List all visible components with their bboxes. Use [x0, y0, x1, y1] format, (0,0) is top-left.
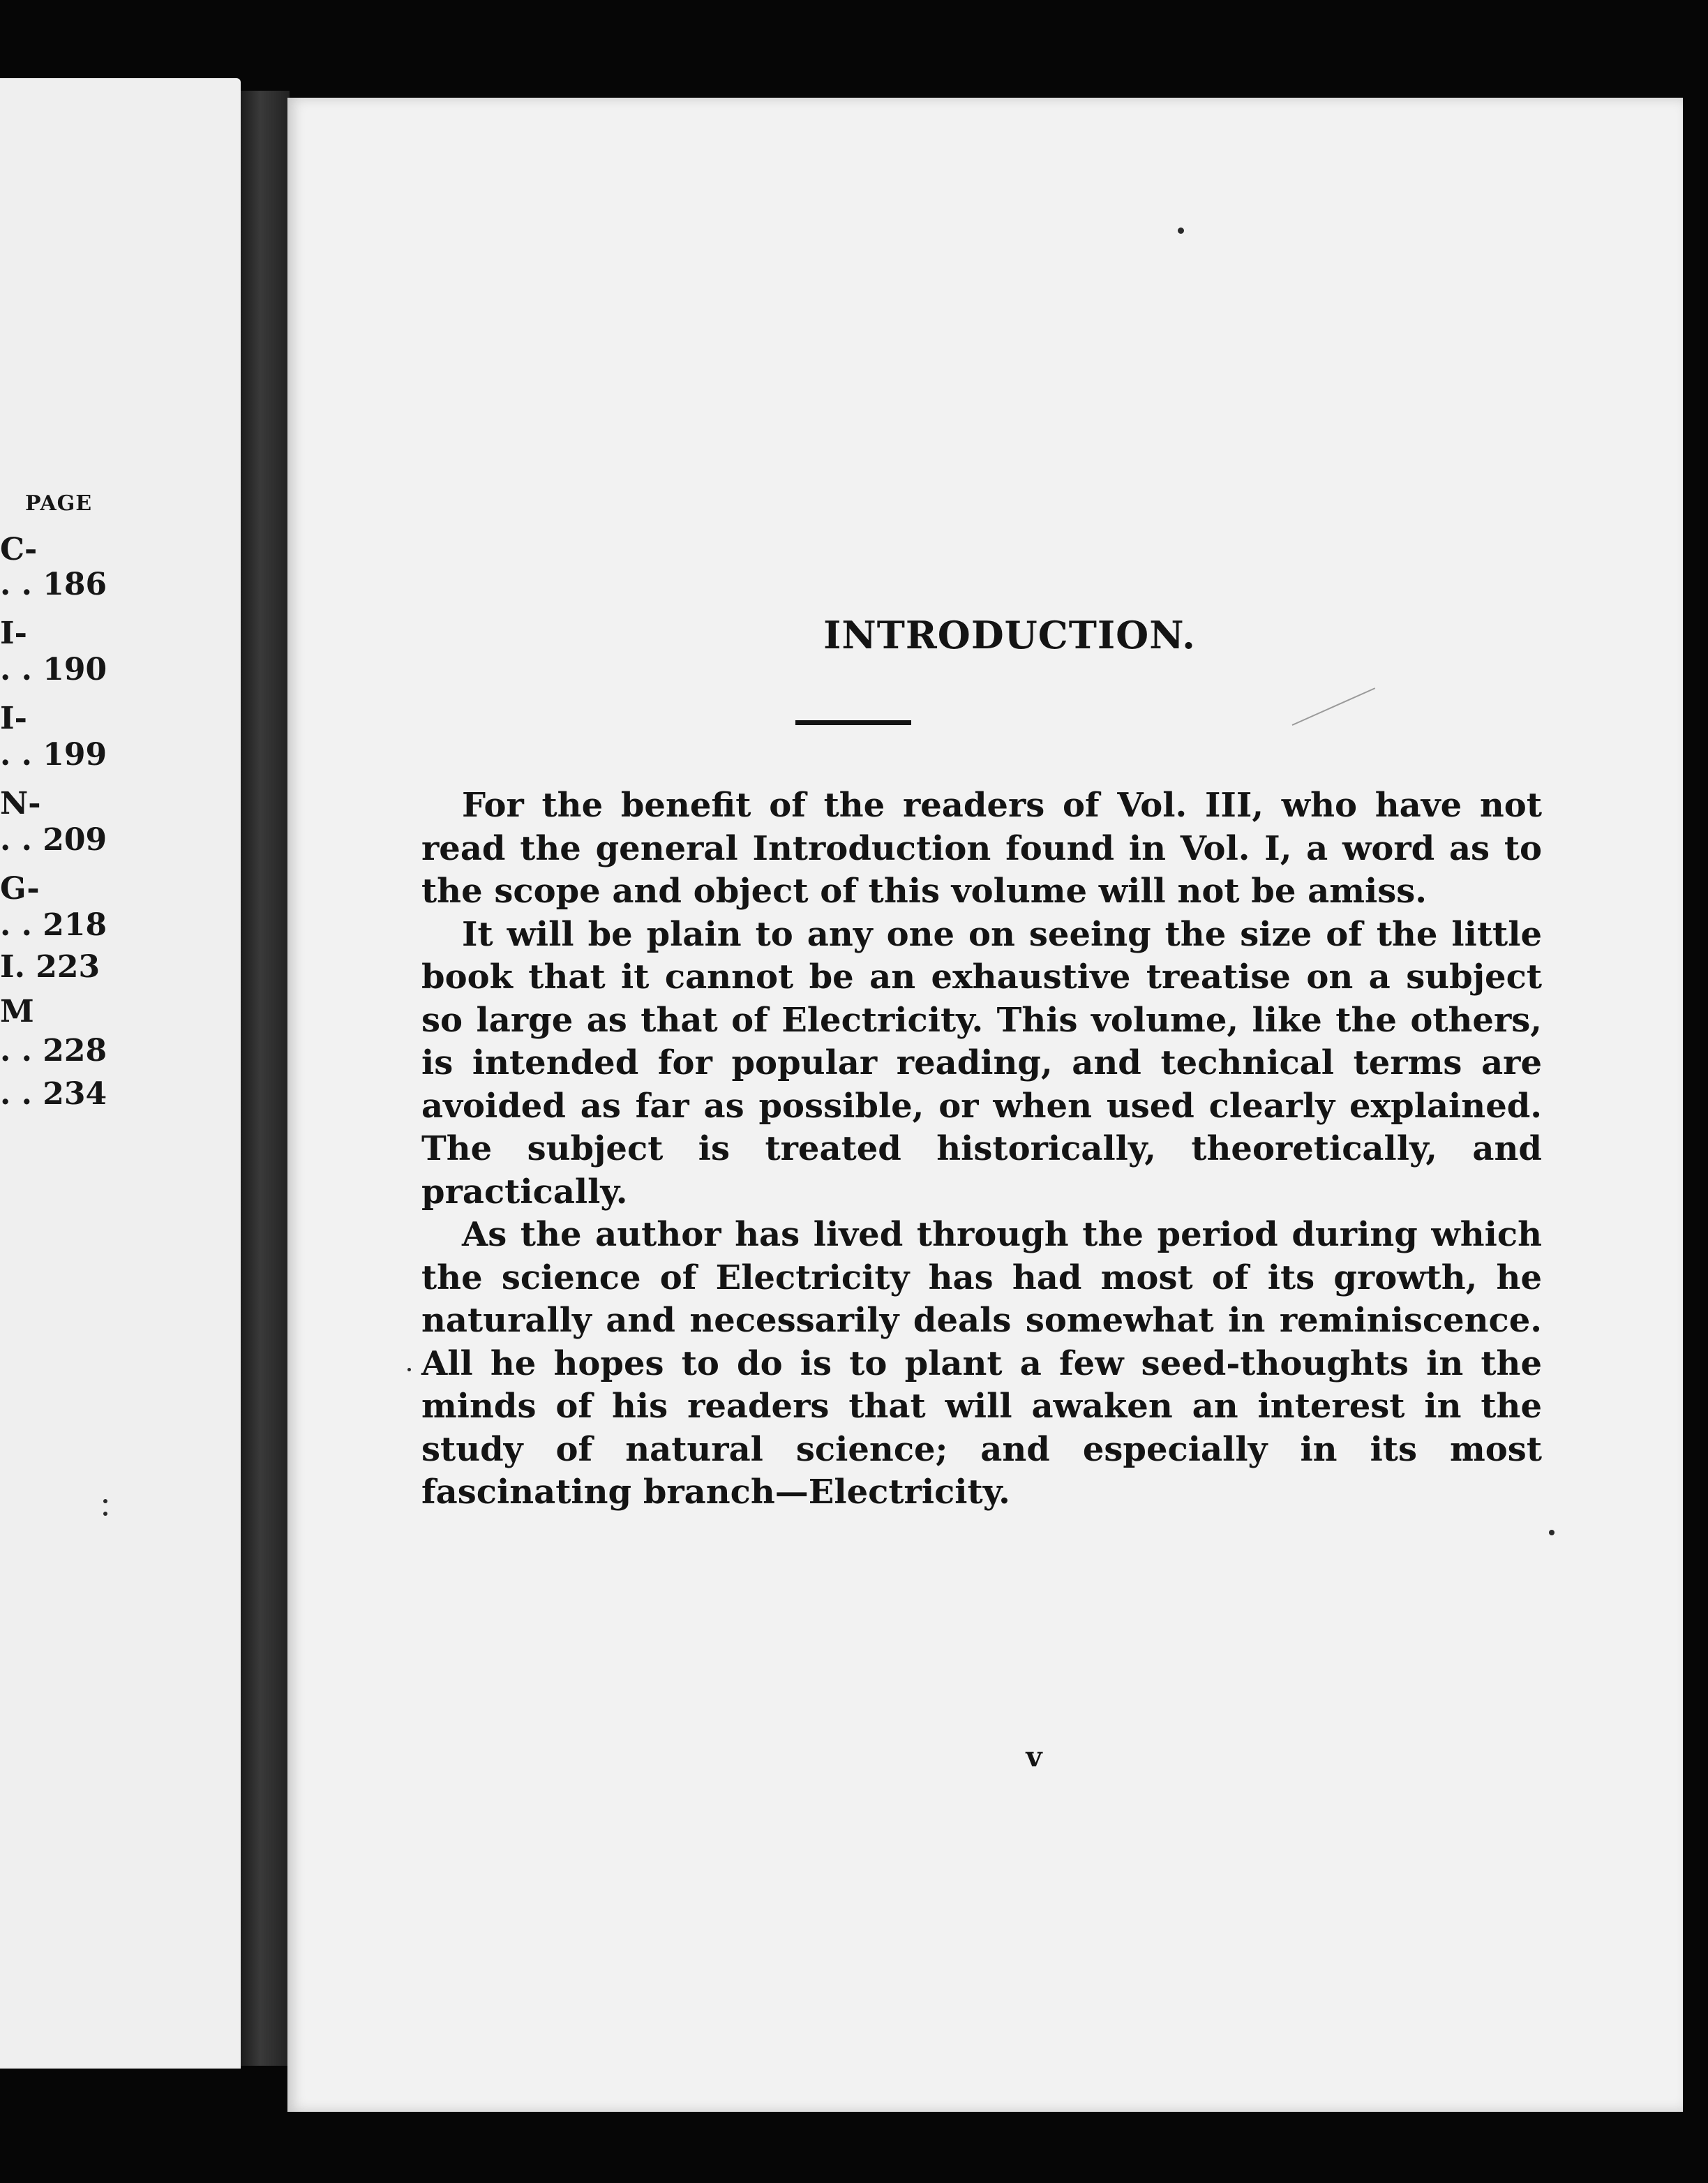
- toc-entry-page: I. 223: [0, 949, 100, 985]
- speck: [407, 1368, 411, 1371]
- toc-entry-page: . . 234: [0, 1076, 107, 1112]
- toc-entry-fragment: M: [0, 994, 34, 1029]
- book-gutter: [241, 91, 290, 2066]
- toc-entry-page: . . 190: [0, 652, 107, 687]
- right-page: [287, 98, 1683, 2112]
- toc-entry-page: . . 209: [0, 822, 107, 858]
- page-title: INTRODUCTION.: [823, 613, 1196, 657]
- toc-entry-fragment: N-: [0, 786, 41, 821]
- toc-entry-page: . . 199: [0, 737, 107, 773]
- speck: [103, 1499, 107, 1503]
- toc-page-heading: PAGE: [25, 491, 93, 516]
- left-page: [0, 78, 241, 2069]
- page-number: v: [1026, 1741, 1042, 1773]
- speck: [1549, 1530, 1555, 1535]
- speck: [1178, 228, 1184, 234]
- title-rule: [795, 720, 911, 725]
- toc-entry-fragment: C-: [0, 532, 38, 567]
- toc-entry-fragment: I-: [0, 701, 27, 736]
- toc-entry-page: . . 186: [0, 567, 107, 602]
- toc-entry-page: . . 218: [0, 907, 107, 943]
- paragraph: For the benefit of the readers of Vol. III, who have not read the general Introduction found in Vol. I, a word as to the scope and object of this volume will not be amiss.: [421, 786, 1542, 911]
- toc-entry-fragment: I-: [0, 616, 27, 651]
- scratch: [1292, 687, 1376, 726]
- toc-entry-fragment: G-: [0, 871, 40, 907]
- toc-entry-page: . . 228: [0, 1033, 107, 1068]
- paragraph: As the author has lived through the period during which the science of Electricity has had most of its growth, he naturally and necessarily deals somewhat in reminiscence. All he hopes to do is to plant a few seed-thoughts in the minds of his readers that will awaken an interest in the study of natural science; and especially in its most fascinating branch—Electricity.: [421, 1215, 1542, 1512]
- body-text: [421, 784, 1542, 1514]
- speck: [103, 1512, 107, 1516]
- paragraph: It will be plain to any one on seeing the size of the little book that it cannot be an exhaustive treatise on a subject so large as that of Electricity. This volume, like the others, is intended for popular reading, and technical terms are avoided as far as possible, or when used clearly explained. The subject is treated historically, theoretically, and practically.: [421, 914, 1542, 1212]
